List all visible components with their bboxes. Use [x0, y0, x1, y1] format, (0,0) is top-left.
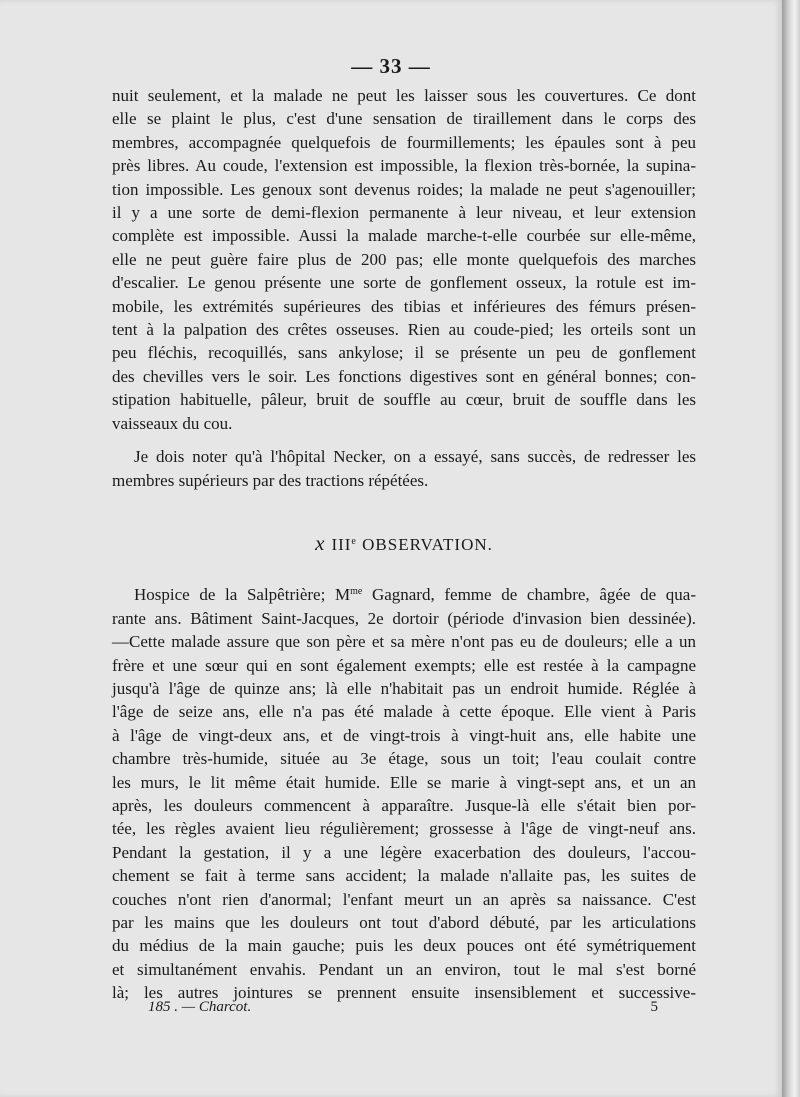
book-spine-edge [782, 0, 800, 1097]
text-line: près libres. Au coude, l'extension est impossible, la flexion très-bornée, la supina- [112, 156, 696, 176]
text-line: elle ne peut guère faire plus de 200 pas; elle monte quelquefois des marches [112, 249, 696, 269]
page-number: — 33 — [351, 54, 431, 78]
section-heading [112, 532, 696, 556]
text-line: tée, les règles avaient lieu régulièrement; grossesse à l'âge de vingt-neuf ans. [112, 819, 696, 839]
text-line: tent à la palpation des crêtes osseuses. Rien au coude-pied; les orteils sont un [112, 320, 696, 340]
signature-mark: 185 . — Charcot. [148, 999, 252, 1015]
text-fragment: Gagnard, femme de chambre, âgée de qua- [362, 585, 696, 605]
text-line: vaisseaux du cou. [112, 413, 233, 433]
text-line: Pendant la gestation, il y a une légère exacerbation des douleurs, l'accou- [112, 842, 696, 862]
margin-mark: x [315, 530, 326, 555]
text-line: et simultanément envahis. Pendant un an environ, tout le mal s'est borné [112, 959, 696, 979]
paragraph-3 [112, 583, 696, 1004]
text-line: membres, accompagnée quelquefois de fourmillements; les épaules sont à peu [112, 132, 696, 152]
text-line: jusqu'à l'âge de quinze ans; là elle n'habitait pas un endroit humide. Réglée à [112, 678, 696, 698]
section-title: OBSERVATION. [362, 534, 493, 554]
paragraph-1 [112, 84, 696, 435]
text-line: d'escalier. Le genou présente une sorte de gonflement osseux, la rotule est im- [112, 273, 696, 293]
body-text [112, 84, 696, 1005]
text-line: —Cette malade assure que son père et sa mère n'ont pas eu de douleurs; elle a un [112, 632, 696, 652]
text-line: par les mains que les douleurs ont tout d'abord débuté, par les articulations [112, 913, 696, 932]
text-line: elle se plaint le plus, c'est d'une sensation de tiraillement dans le corps des [112, 109, 696, 129]
text-line: du médius de la main gauche; puis les deux pouces ont été symétriquement [112, 936, 696, 956]
text-line: l'âge de seize ans, elle n'a pas été malade à cette époque. Elle vient à Paris [112, 702, 696, 722]
text-line: les murs, le lit même était humide. Elle se marie à vingt-sept ans, et un an [112, 772, 696, 792]
text-fragment: Hospice de la Salpêtrière; M [134, 585, 351, 605]
paragraph-2 [112, 445, 696, 492]
text-line: après, les douleurs commencent à apparaître. Jusque-là elle s'était bien por- [112, 795, 696, 815]
text-line [112, 583, 696, 606]
text-line: membres supérieurs par des tractions répétées. [112, 470, 429, 490]
text-line: mobile, les extrémités supérieures des tibias et inférieures des fémurs présen- [112, 296, 696, 316]
text-line: des chevilles vers le soir. Les fonctions digestives sont en général bonnes; con- [112, 366, 696, 386]
text-line: chement se fait à terme sans accident; la malade n'allaite pas, les suites de [112, 866, 696, 886]
text-line: tion impossible. Les genoux sont devenus roides; la malade ne peut s'agenouiller; [112, 179, 696, 199]
section-numeral-sup: e [351, 535, 357, 547]
sheet-number: 5 [650, 999, 658, 1015]
text-line: à l'âge de vingt-deux ans, et de vingt-trois à vingt-huit ans, elle habite une [112, 725, 696, 745]
page-footer [148, 999, 658, 1016]
text-line: couches n'ont rien d'anormal; l'enfant meurt un an après sa naissance. C'est [112, 889, 696, 909]
text-line: complète est impossible. Aussi la malade marche-t-elle courbée sur elle-même, [112, 226, 696, 246]
text-line: frère et une sœur qui en sont également exempts; elle est restée à la campagne [112, 655, 696, 675]
text-line: Je dois noter qu'à l'hôpital Necker, on a essayé, sans succès, de redresser les [134, 447, 696, 467]
section-numeral: III [331, 534, 352, 554]
abbrev-sup: me [350, 586, 363, 598]
text-line: chambre très-humide, située au 3e étage, sous un toit; l'eau coulait contre [112, 749, 696, 769]
text-line: là; les autres jointures se prennent ensuite insensiblement et successive- [112, 983, 696, 1003]
text-line: rante ans. Bâtiment Saint-Jacques, 2e dortoir (période d'invasion bien dessinée). [112, 608, 696, 628]
text-line: nuit seulement, et la malade ne peut les laisser sous les couvertures. Ce dont [112, 86, 696, 105]
text-line: peu fléchis, recoquillés, sans ankylose; il se présente un peu de gonflement [112, 343, 696, 363]
text-line: il y a une sorte de demi-flexion permanente à leur niveau, et leur extension [112, 203, 696, 223]
text-line: stipation habituelle, pâleur, bruit de souffle au cœur, bruit de souffle dans les [112, 390, 696, 410]
